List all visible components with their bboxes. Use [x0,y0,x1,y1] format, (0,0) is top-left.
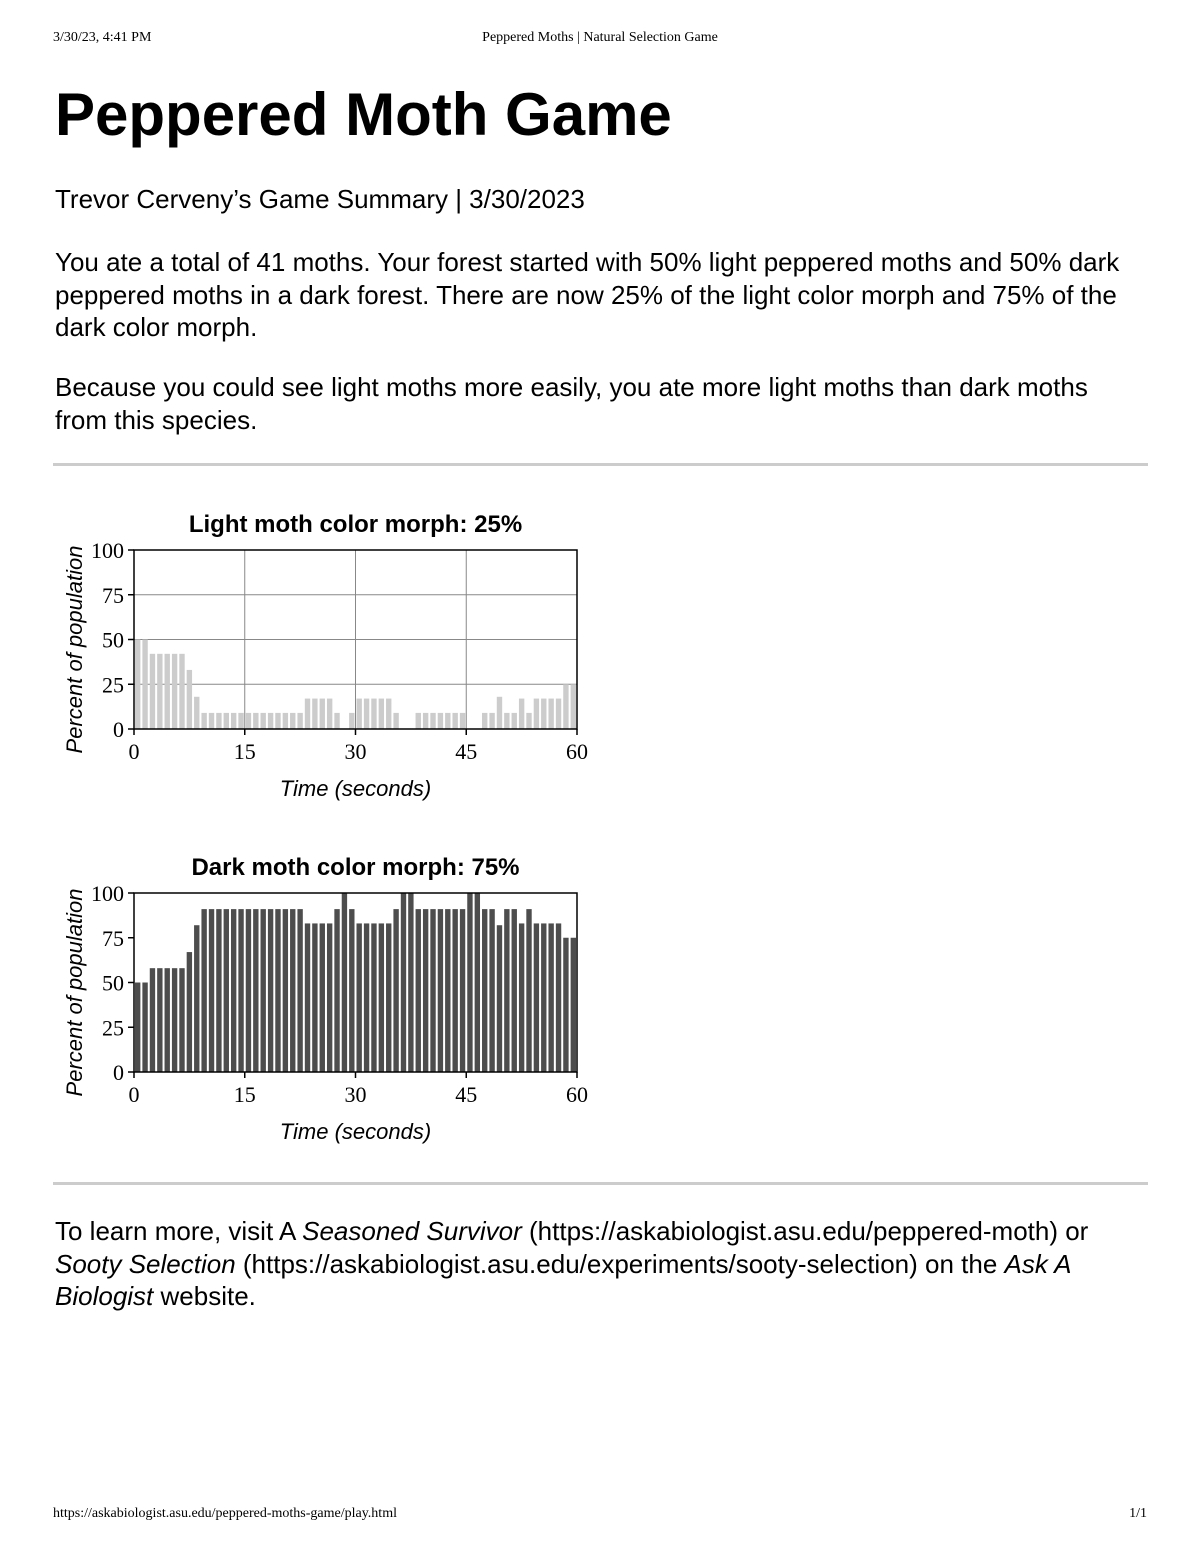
bar [371,923,376,1072]
bar [489,909,494,1072]
dark-morph-chart [55,841,615,1151]
bar [475,893,480,1072]
print-url: https://askabiologist.asu.edu/peppered-moths-game/play.html [53,1506,397,1521]
bar [541,699,546,729]
divider [53,463,1148,466]
y-tick-label: 100 [91,881,124,906]
x-tick-label: 60 [566,1082,588,1107]
bar [297,909,302,1072]
learn-more-or: or [1058,1216,1089,1246]
y-tick-label: 75 [102,925,124,951]
bar [430,713,435,729]
explanation-paragraph: Because you could see light moths more easily, you ate more light moths than dark moths from this species. [55,372,1088,435]
x-axis-label: Time (seconds) [279,1119,432,1144]
x-axis-label: Time (seconds) [279,776,432,801]
bar [320,923,325,1072]
bar [275,713,280,729]
bar [275,909,280,1072]
bar [497,925,502,1072]
learn-more-on-the: on the [917,1248,1005,1279]
bar [482,713,487,729]
learn-more-suffix: website. [153,1281,256,1311]
sooty-selection-link[interactable]: Sooty Selection [55,1248,236,1279]
bar [386,699,391,729]
bar [563,684,568,729]
divider [53,1182,1148,1185]
y-tick-label: 50 [102,970,124,996]
bar [290,909,295,1072]
bar [283,909,288,1072]
bar [438,713,443,729]
bar [364,923,369,1072]
chart-title: Dark moth color morph: 75% [191,854,520,881]
y-tick-label: 25 [102,672,124,698]
bar [334,713,339,729]
x-tick-label: 15 [233,1082,256,1107]
bar [357,699,362,729]
bar [386,923,391,1072]
bar [423,909,428,1072]
plot-frame [134,893,577,1072]
bar [452,713,457,729]
bar [423,713,428,729]
bar [268,909,273,1072]
bar [312,923,317,1072]
bar [238,713,243,729]
bar [201,909,206,1072]
bar [194,925,199,1072]
bar [393,909,398,1072]
bar [541,923,546,1072]
bar [460,713,465,729]
bar [371,699,376,729]
bar [571,938,576,1072]
bar [312,699,317,729]
print-datetime: 3/30/23, 4:41 PM [53,30,152,45]
bar [261,713,266,729]
y-tick-label: 25 [102,1015,124,1041]
bar [238,909,243,1072]
seasoned-survivor-url[interactable]: (https://askabiologist.asu.edu/peppered-moth) [521,1216,1058,1246]
summary-paragraph: You ate a total of 41 moths. Your forest started with 50% light peppered moths and 50% dark peppered moths in a dark forest. There are now 25% of the light color morph and 75% of the dark color morph. [55,247,1120,342]
x-tick-label: 45 [455,1082,478,1107]
sooty-selection-url[interactable]: (https://askabiologist.asu.edu/experiments/sooty-selection) [235,1248,918,1279]
bar [452,909,457,1072]
x-tick-label: 45 [455,739,478,764]
y-tick-label: 100 [91,538,124,563]
page-title: Peppered Moth Game [55,81,672,148]
seasoned-survivor-link[interactable]: Seasoned Survivor [302,1216,522,1246]
bar [231,909,236,1072]
bar [408,893,413,1072]
bar [142,983,147,1073]
bar [556,699,561,729]
y-axis-label: Percent of population [62,888,87,1097]
x-tick-label: 30 [344,1082,367,1107]
bar [467,893,472,1072]
bar [150,654,155,729]
bar [393,713,398,729]
bar [379,699,384,729]
bar [172,968,177,1072]
y-tick-label: 75 [102,582,124,608]
bar [135,983,140,1073]
bar [305,923,310,1072]
game-summary-subtitle: Trevor Cerveny’s Game Summary | 3/30/2023 [55,184,585,214]
x-tick-label: 15 [233,739,256,764]
y-tick-label: 0 [113,1060,124,1085]
x-tick-label: 0 [128,1082,140,1107]
chart-title: Light moth color morph: 25% [188,511,523,538]
learn-more-prefix: To learn more, visit A [55,1216,303,1246]
bar [165,654,170,729]
bar [482,909,487,1072]
bar [349,713,354,729]
bar [246,713,251,729]
bar [179,968,184,1072]
bar [216,713,221,729]
y-tick-label: 0 [113,717,124,742]
bar [327,923,332,1072]
bar [209,909,214,1072]
bar [327,699,332,729]
bar [216,909,221,1072]
bar [489,713,494,729]
bar [172,654,177,729]
bar [512,909,517,1072]
bar [401,893,406,1072]
bar [246,909,251,1072]
light-morph-chart-svg [55,498,615,808]
bar [290,713,295,729]
bar [364,699,369,729]
bar [150,968,155,1072]
bar [305,699,310,729]
y-axis-label: Percent of population [62,545,87,754]
bar [504,713,509,729]
bar [445,713,450,729]
bar [268,713,273,729]
bar [283,713,288,729]
x-tick-label: 60 [566,739,588,764]
x-tick-label: 30 [344,739,367,764]
bar [320,699,325,729]
bar [231,713,236,729]
bar [534,923,539,1072]
bar [526,713,531,729]
ask-a-biologist-site: Ask A Biologist [55,1248,1071,1311]
bar [519,923,524,1072]
learn-more-paragraph [55,1215,1145,1313]
bar [224,713,229,729]
print-page-title: Peppered Moths | Natural Selection Game [482,30,718,45]
bar [556,923,561,1072]
bar [497,697,502,729]
bar [519,699,524,729]
bar [194,697,199,729]
bar [445,909,450,1072]
bar [157,654,162,729]
bar [334,909,339,1072]
bar [379,923,384,1072]
bar [342,893,347,1072]
bar [187,670,192,729]
bar [253,909,258,1072]
bar [209,713,214,729]
light-morph-chart [55,498,615,808]
bar [563,938,568,1072]
bar [357,923,362,1072]
bar [165,968,170,1072]
bar [253,713,258,729]
bar [430,909,435,1072]
y-tick-label: 50 [102,627,124,653]
x-tick-label: 0 [128,739,140,764]
bar [157,968,162,1072]
bar [534,699,539,729]
dark-morph-chart-svg [55,841,615,1151]
bar [135,640,140,730]
bar [224,909,229,1072]
bar [460,909,465,1072]
bar [349,909,354,1072]
bar [548,699,553,729]
bar [571,684,576,729]
bar [438,909,443,1072]
print-page-number: 1/1 [1129,1506,1147,1521]
bar [504,909,509,1072]
bar [526,909,531,1072]
bar [416,713,421,729]
bar [201,713,206,729]
bar [142,640,147,730]
bar [512,713,517,729]
bar [548,923,553,1072]
bar [179,654,184,729]
bar [187,952,192,1072]
bar [416,909,421,1072]
bar [261,909,266,1072]
bar [297,713,302,729]
